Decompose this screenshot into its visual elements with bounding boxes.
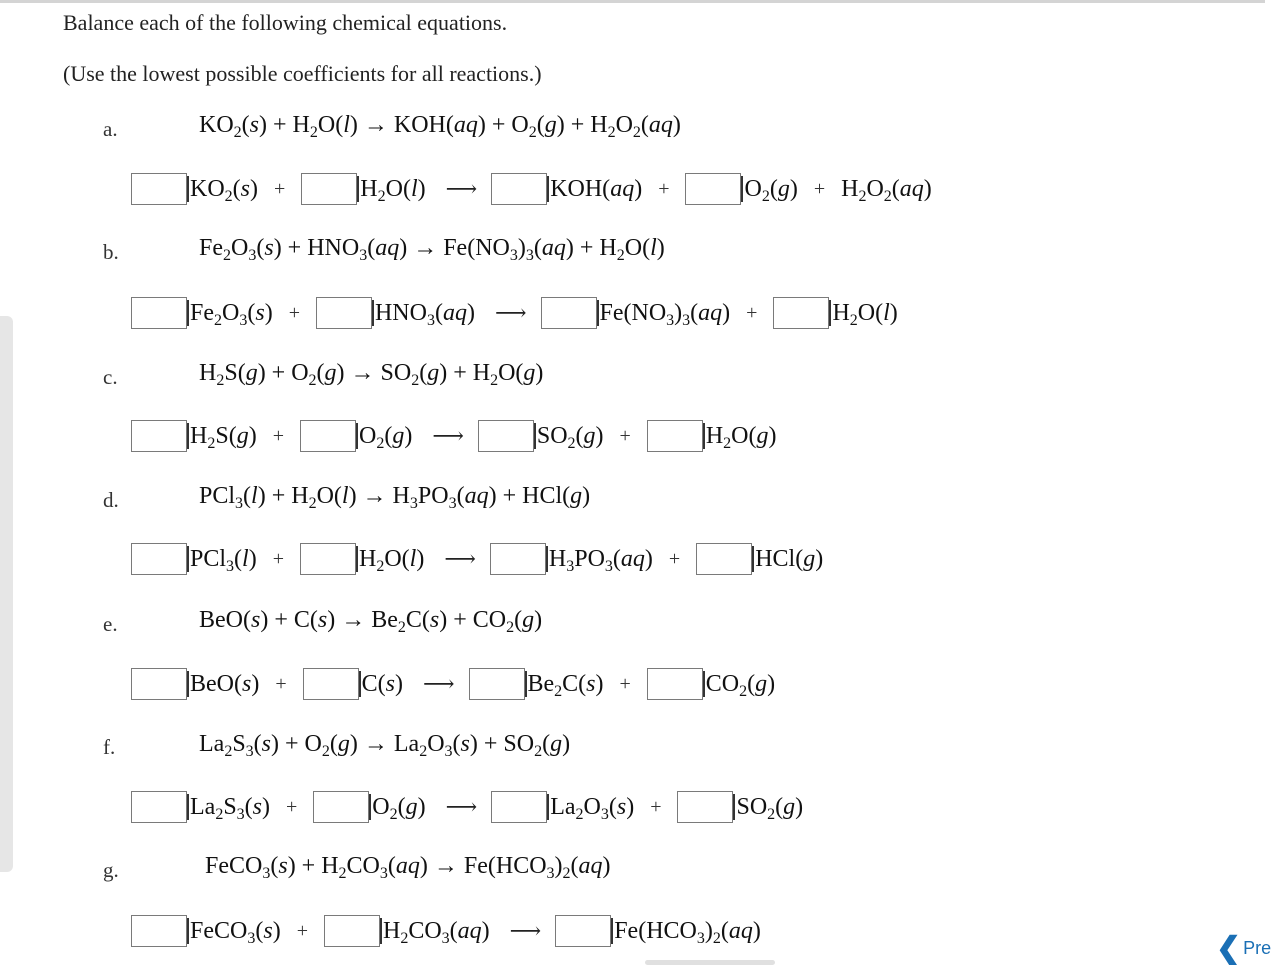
species-label: BeO(s) — [187, 671, 259, 697]
species-label: KOH(aq) — [547, 176, 642, 202]
species-label: $H_2O(l)$ — [356, 546, 424, 572]
problem-d-equation: $PCl_3(l) + H_2O(l) \to H_3PO_3(aq) + HCl(g)$ — [199, 483, 591, 512]
coefficient-input-a-3[interactable] — [491, 173, 547, 205]
reaction-arrow: ⟶ — [444, 546, 474, 571]
problem-f-equation: $La_2S_3(s) + O_2(g) \to La_2O_3(s) + SO_2(g)$ — [199, 731, 571, 760]
coefficient-input-c-2[interactable] — [300, 420, 356, 452]
species-label: HCl(g) — [752, 546, 823, 572]
coefficient-input-f-2[interactable] — [313, 791, 369, 823]
species-label: $Fe_2O_3(s)$ — [187, 300, 273, 326]
coefficient-input-d-3[interactable] — [490, 543, 546, 575]
species-label: PCl$_3$(l) — [187, 546, 257, 572]
scrollbar-track[interactable] — [0, 316, 13, 872]
coefficient-input-b-1[interactable] — [131, 297, 187, 329]
problem-c-letter: c. — [103, 365, 118, 389]
problem-c-equation: $H_2S(g) + O_2(g) \to SO_2(g) + H_2O(g)$ — [199, 360, 544, 389]
problem-a-answer-row — [131, 171, 932, 207]
species-label: $SO_2(g)$ — [733, 794, 803, 820]
reaction-arrow: ⟶ — [509, 918, 540, 943]
problem-b-equation: $Fe_2O_3(s) + HNO_3(aq) \to Fe(NO_3)_3(aq) + H_2O(l)$ — [199, 235, 665, 264]
coefficient-input-e-4[interactable] — [647, 668, 703, 700]
reaction-arrow: ⟶ — [494, 300, 525, 325]
instructions-title: Balance each of the following chemical equations. — [63, 10, 508, 35]
problem-g-answer-row — [131, 913, 767, 949]
plus-sign: + — [272, 547, 284, 570]
problem-g-equation: FeCO$_3$(s) + $H_2CO_3(aq) \to Fe(HCO_3)_2(aq)$ — [205, 853, 611, 882]
coefficient-input-c-1[interactable] — [131, 420, 187, 452]
coefficient-input-e-3[interactable] — [469, 668, 525, 700]
coefficient-input-e-2[interactable] — [303, 668, 359, 700]
plus-sign: + — [619, 672, 631, 695]
problem-b-letter: b. — [103, 240, 119, 264]
problem-d-answer-row — [131, 541, 829, 577]
coefficient-input-a-4[interactable] — [685, 173, 741, 205]
reaction-arrow: ⟶ — [445, 794, 476, 819]
species-label: $O_2(g)$ — [369, 794, 425, 820]
species-label: $SO_2(g)$ — [534, 423, 604, 449]
species-label: $HNO_3(aq)$ — [372, 300, 475, 326]
previous-button[interactable] — [1216, 931, 1271, 965]
coefficient-input-f-4[interactable] — [677, 791, 733, 823]
species-label: $Fe(NO_3)_3(aq)$ — [597, 300, 731, 326]
coefficient-input-f-1[interactable] — [131, 791, 187, 823]
species-label: $CO_2(g)$ — [703, 671, 775, 697]
plus-sign: + — [746, 301, 758, 324]
plus-sign: + — [813, 177, 826, 200]
plus-sign: + — [650, 795, 662, 818]
plus-sign: + — [286, 795, 298, 818]
plus-sign: + — [275, 672, 287, 695]
species-label: C(s) — [359, 671, 403, 697]
species-label: $H_2O(g)$ — [703, 423, 777, 449]
problem-f-answer-row — [131, 789, 809, 825]
plus-sign: + — [288, 301, 300, 324]
species-label: $La_2O_3(s)$ — [547, 794, 634, 820]
species-label: $H_3PO_3(aq)$ — [546, 546, 653, 572]
problem-g-letter: g. — [103, 858, 119, 882]
species-label: FeCO$_3$(s) — [187, 918, 281, 944]
species-label: $Be_2C(s)$ — [525, 671, 604, 697]
coefficient-input-g-3[interactable] — [555, 915, 611, 947]
problem-b-answer-row — [131, 295, 904, 331]
top-border — [0, 0, 1265, 3]
species-label: $H_2CO_3(aq)$ — [380, 918, 490, 944]
problem-c-answer-row — [131, 418, 783, 454]
plus-sign: + — [272, 424, 284, 447]
chevron-left-icon: ❮ — [1216, 931, 1242, 965]
coefficient-input-b-4[interactable] — [773, 297, 829, 329]
coefficient-input-g-1[interactable] — [131, 915, 187, 947]
coefficient-input-b-3[interactable] — [541, 297, 597, 329]
species-label: $O_2(g)$ — [741, 176, 797, 202]
plus-sign: + — [658, 177, 670, 200]
coefficient-input-d-1[interactable] — [131, 543, 187, 575]
problem-e-letter: e. — [103, 612, 118, 636]
species-label: $H_2S(g)$ — [187, 423, 257, 449]
coefficient-input-c-4[interactable] — [647, 420, 703, 452]
plus-sign: + — [668, 547, 681, 570]
species-label: $H_2O(l)$ — [829, 300, 897, 326]
problem-f-letter: f. — [103, 735, 116, 759]
plus-sign: + — [296, 919, 308, 942]
coefficient-input-c-3[interactable] — [478, 420, 534, 452]
coefficient-input-e-1[interactable] — [131, 668, 187, 700]
coefficient-input-a-1[interactable] — [131, 173, 187, 205]
plus-sign: + — [274, 177, 286, 200]
reaction-arrow: ⟶ — [432, 423, 462, 448]
coefficient-input-d-2[interactable] — [300, 543, 356, 575]
coefficient-input-b-2[interactable] — [316, 297, 372, 329]
coefficient-input-a-2[interactable] — [301, 173, 357, 205]
problem-e-equation: $BeO(s) + C(s) \to Be_2C(s) + CO_2(g)$ — [199, 607, 543, 636]
species-label: $O_2(g)$ — [356, 423, 412, 449]
plus-sign: + — [619, 424, 631, 447]
coefficient-input-g-2[interactable] — [324, 915, 380, 947]
reaction-arrow: ⟶ — [422, 671, 453, 696]
problem-e-answer-row — [131, 666, 781, 702]
instructions-note: (Use the lowest possible coefficients for all reactions.) — [63, 61, 542, 86]
previous-button-label: Pre — [1243, 938, 1271, 958]
bottom-scroll-shadow — [645, 960, 775, 965]
species-label: $Fe(HCO_3)_2(aq)$ — [611, 918, 761, 944]
species-label: $KO_2(s)$ — [187, 176, 258, 202]
problem-a-equation: $KO_2(s) + H_2O(l) \to KOH(aq) + O_2(g) + H_2O_2(aq)$ — [199, 112, 681, 141]
problem-a-letter: a. — [103, 117, 118, 141]
species-label: $H_2O_2(aq)$ — [841, 175, 932, 205]
problem-d-letter: d. — [103, 488, 119, 512]
reaction-arrow: ⟶ — [445, 176, 476, 201]
coefficient-input-d-4[interactable] — [696, 543, 752, 575]
coefficient-input-f-3[interactable] — [491, 791, 547, 823]
species-label: $H_2O(l)$ — [357, 176, 425, 202]
species-label: $La_2S_3(s)$ — [187, 794, 270, 820]
